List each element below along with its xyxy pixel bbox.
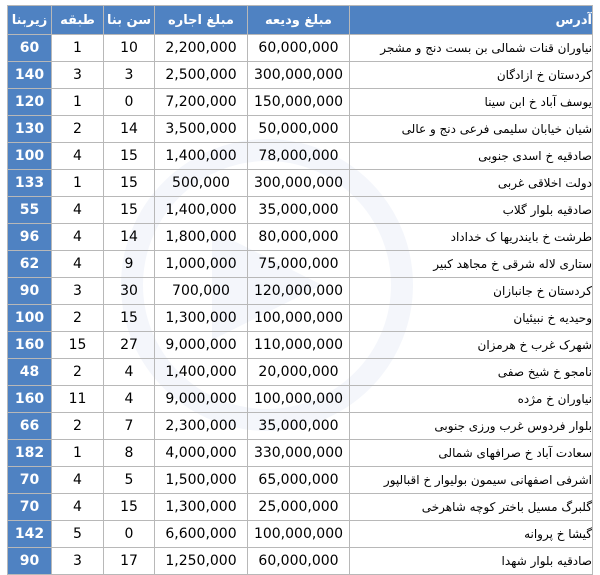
cell-deposit: 110,000,000: [248, 332, 350, 359]
cell-age: 7: [104, 413, 155, 440]
cell-address: ستاری لاله شرقی خ مجاهد کبیر: [350, 251, 593, 278]
cell-area: 160: [8, 386, 52, 413]
cell-age: 15: [104, 197, 155, 224]
cell-rent: 9,000,000: [155, 332, 248, 359]
cell-address: نیاوران قنات شمالی بن بست دنج و مشجر: [350, 35, 593, 62]
cell-deposit: 300,000,000: [248, 62, 350, 89]
cell-rent: 1,400,000: [155, 197, 248, 224]
cell-age: 0: [104, 521, 155, 548]
header-address: آدرس: [350, 6, 593, 35]
table-row: [8, 89, 593, 116]
cell-floor: 3: [52, 278, 104, 305]
cell-address: طرشت خ بایندریها ک خداداد: [350, 224, 593, 251]
cell-age: 15: [104, 143, 155, 170]
cell-age: 9: [104, 251, 155, 278]
cell-rent: 4,000,000: [155, 440, 248, 467]
cell-deposit: 120,000,000: [248, 278, 350, 305]
cell-address: وحیدیه خ نبیئیان: [350, 305, 593, 332]
header-deposit: مبلغ ودیعه: [248, 6, 350, 35]
cell-deposit: 20,000,000: [248, 359, 350, 386]
cell-age: 5: [104, 467, 155, 494]
cell-area: 90: [8, 548, 52, 575]
cell-rent: 1,000,000: [155, 251, 248, 278]
cell-deposit: 100,000,000: [248, 521, 350, 548]
cell-area: 100: [8, 143, 52, 170]
cell-age: 15: [104, 494, 155, 521]
cell-rent: 1,500,000: [155, 467, 248, 494]
cell-floor: 11: [52, 386, 104, 413]
cell-area: 60: [8, 35, 52, 62]
cell-deposit: 50,000,000: [248, 116, 350, 143]
header-rent: مبلغ اجاره: [155, 6, 248, 35]
cell-age: 4: [104, 386, 155, 413]
cell-age: 15: [104, 305, 155, 332]
cell-rent: 500,000: [155, 170, 248, 197]
cell-area: 48: [8, 359, 52, 386]
table-row: [8, 170, 593, 197]
cell-floor: 4: [52, 467, 104, 494]
cell-age: 30: [104, 278, 155, 305]
table-row: [8, 116, 593, 143]
table-row: [8, 332, 593, 359]
cell-floor: 4: [52, 224, 104, 251]
cell-rent: 700,000: [155, 278, 248, 305]
cell-floor: 4: [52, 197, 104, 224]
cell-deposit: 25,000,000: [248, 494, 350, 521]
table-row: [8, 359, 593, 386]
cell-address: نامجو خ شیخ صفی: [350, 359, 593, 386]
cell-age: 14: [104, 116, 155, 143]
rental-listing-table-container: [7, 5, 592, 567]
cell-area: 66: [8, 413, 52, 440]
cell-area: 62: [8, 251, 52, 278]
cell-address: شهرک غرب خ هرمزان: [350, 332, 593, 359]
cell-rent: 1,400,000: [155, 359, 248, 386]
cell-rent: 1,800,000: [155, 224, 248, 251]
cell-deposit: 100,000,000: [248, 386, 350, 413]
cell-floor: 1: [52, 440, 104, 467]
cell-age: 10: [104, 35, 155, 62]
cell-floor: 1: [52, 170, 104, 197]
cell-area: 100: [8, 305, 52, 332]
cell-rent: 6,600,000: [155, 521, 248, 548]
cell-address: اشرفی اصفهانی سیمون بولیوار خ اقبالپور: [350, 467, 593, 494]
cell-deposit: 80,000,000: [248, 224, 350, 251]
cell-floor: 2: [52, 359, 104, 386]
cell-address: دولت اخلاقی غربی: [350, 170, 593, 197]
cell-address: نیاوران خ مژده: [350, 386, 593, 413]
table-row: [8, 413, 593, 440]
cell-rent: 2,200,000: [155, 35, 248, 62]
cell-floor: 4: [52, 494, 104, 521]
table-row: [8, 521, 593, 548]
cell-floor: 15: [52, 332, 104, 359]
table-row: [8, 224, 593, 251]
cell-age: 17: [104, 548, 155, 575]
cell-rent: 2,300,000: [155, 413, 248, 440]
cell-deposit: 60,000,000: [248, 548, 350, 575]
cell-address: گیشا خ پروانه: [350, 521, 593, 548]
cell-address: صادقیه بلوار شهدا: [350, 548, 593, 575]
table-row: [8, 494, 593, 521]
table-row: [8, 35, 593, 62]
cell-age: 8: [104, 440, 155, 467]
cell-address: بلوار فردوس غرب ورزی جنوبی: [350, 413, 593, 440]
cell-area: 182: [8, 440, 52, 467]
cell-floor: 5: [52, 521, 104, 548]
cell-deposit: 35,000,000: [248, 413, 350, 440]
cell-address: گلبرگ مسیل باختر کوچه شاهرخی: [350, 494, 593, 521]
cell-deposit: 65,000,000: [248, 467, 350, 494]
cell-area: 160: [8, 332, 52, 359]
cell-age: 0: [104, 89, 155, 116]
header-row: [8, 6, 593, 35]
cell-floor: 2: [52, 413, 104, 440]
cell-deposit: 35,000,000: [248, 197, 350, 224]
cell-area: 142: [8, 521, 52, 548]
table-row: [8, 305, 593, 332]
cell-rent: 1,250,000: [155, 548, 248, 575]
cell-floor: 4: [52, 251, 104, 278]
cell-deposit: 330,000,000: [248, 440, 350, 467]
cell-address: یوسف آباد خ ابن سینا: [350, 89, 593, 116]
cell-deposit: 300,000,000: [248, 170, 350, 197]
cell-rent: 1,300,000: [155, 494, 248, 521]
cell-floor: 1: [52, 35, 104, 62]
cell-floor: 2: [52, 305, 104, 332]
cell-floor: 3: [52, 62, 104, 89]
table-row: [8, 197, 593, 224]
cell-area: 55: [8, 197, 52, 224]
header-floor: طبقه: [52, 6, 104, 35]
table-row: [8, 278, 593, 305]
cell-rent: 7,200,000: [155, 89, 248, 116]
cell-area: 140: [8, 62, 52, 89]
cell-rent: 1,400,000: [155, 143, 248, 170]
rental-table: [7, 5, 593, 575]
cell-area: 133: [8, 170, 52, 197]
cell-rent: 3,500,000: [155, 116, 248, 143]
table-row: [8, 386, 593, 413]
cell-deposit: 150,000,000: [248, 89, 350, 116]
table-row: [8, 548, 593, 575]
cell-age: 27: [104, 332, 155, 359]
cell-address: کردستان خ ازادگان: [350, 62, 593, 89]
cell-floor: 1: [52, 89, 104, 116]
cell-age: 4: [104, 359, 155, 386]
cell-deposit: 78,000,000: [248, 143, 350, 170]
cell-address: سعادت آباد خ صرافهای شمالی: [350, 440, 593, 467]
cell-age: 14: [104, 224, 155, 251]
cell-area: 70: [8, 467, 52, 494]
table-row: [8, 467, 593, 494]
table-row: [8, 251, 593, 278]
cell-deposit: 60,000,000: [248, 35, 350, 62]
cell-address: کردستان خ جانبازان: [350, 278, 593, 305]
cell-rent: 1,300,000: [155, 305, 248, 332]
header-area: زیربنا: [8, 6, 52, 35]
cell-rent: 9,000,000: [155, 386, 248, 413]
cell-age: 15: [104, 170, 155, 197]
cell-area: 70: [8, 494, 52, 521]
header-age: سن بنا: [104, 6, 155, 35]
cell-address: شیان خیابان سلیمی فرعی دنج و عالی: [350, 116, 593, 143]
cell-area: 120: [8, 89, 52, 116]
table-row: [8, 143, 593, 170]
table-row: [8, 440, 593, 467]
cell-floor: 2: [52, 116, 104, 143]
table-row: [8, 62, 593, 89]
cell-address: صادقیه بلوار گلاب: [350, 197, 593, 224]
cell-address: صادقیه خ اسدی جنوبی: [350, 143, 593, 170]
cell-area: 96: [8, 224, 52, 251]
cell-deposit: 100,000,000: [248, 305, 350, 332]
cell-age: 3: [104, 62, 155, 89]
cell-deposit: 75,000,000: [248, 251, 350, 278]
cell-floor: 4: [52, 143, 104, 170]
cell-area: 90: [8, 278, 52, 305]
cell-area: 130: [8, 116, 52, 143]
cell-floor: 3: [52, 548, 104, 575]
cell-rent: 2,500,000: [155, 62, 248, 89]
